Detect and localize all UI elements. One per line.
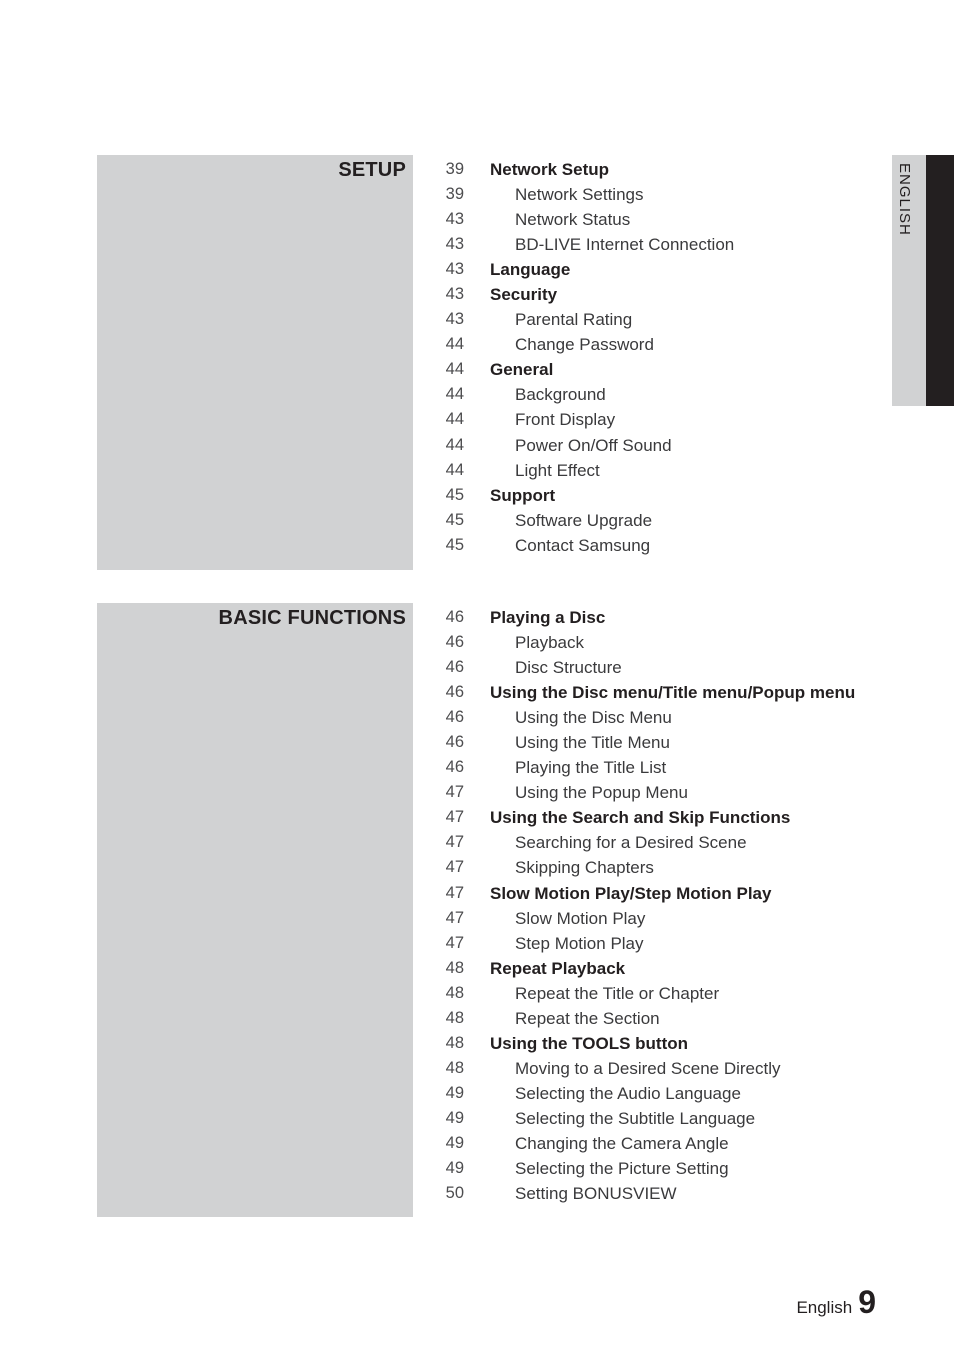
toc-entry-title: Repeat Playback bbox=[490, 958, 626, 978]
toc-page-number: 44 bbox=[445, 435, 464, 454]
toc-page-number: 46 bbox=[445, 633, 464, 652]
toc-page-number: 46 bbox=[445, 608, 464, 626]
toc-entry-title: Using the Title Menu bbox=[515, 733, 670, 753]
toc-entry-title: Moving to a Desired Scene Directly bbox=[515, 1058, 781, 1078]
toc-entry-subitem bbox=[440, 830, 880, 855]
toc-entry-subitem bbox=[440, 1181, 880, 1206]
toc-entry-subitem bbox=[440, 182, 880, 207]
page-footer bbox=[796, 1284, 876, 1321]
toc-entry-subitem bbox=[440, 780, 880, 805]
toc-entry-title: Disc Structure bbox=[515, 658, 622, 678]
footer-language: English bbox=[796, 1298, 853, 1317]
toc-entry-title: Selecting the Subtitle Language bbox=[515, 1108, 756, 1128]
toc-entry-heading bbox=[440, 881, 880, 906]
toc-entry-subitem bbox=[440, 207, 880, 232]
toc-list-setup bbox=[440, 157, 880, 558]
toc-page-number: 43 bbox=[445, 210, 464, 229]
toc-entry-title: Background bbox=[515, 385, 606, 405]
toc-entry-title: Support bbox=[490, 485, 556, 505]
toc-entry-title: Using the Popup Menu bbox=[515, 783, 688, 803]
toc-entry-heading bbox=[440, 805, 880, 830]
toc-entry-subitem bbox=[440, 655, 880, 680]
toc-page-number: 45 bbox=[445, 485, 464, 504]
toc-page-number: 48 bbox=[445, 1008, 464, 1027]
toc-page-number: 43 bbox=[445, 310, 464, 329]
toc-page-number: 47 bbox=[445, 783, 464, 802]
toc-list-basic-functions bbox=[440, 605, 880, 1206]
toc-page-number: 46 bbox=[445, 708, 464, 727]
toc-entry-title: Slow Motion Play/Step Motion Play bbox=[490, 883, 772, 903]
toc-entry-title: Setting BONUSVIEW bbox=[515, 1184, 677, 1204]
toc-entry-title: Playing a Disc bbox=[490, 608, 606, 627]
toc-page-number: 48 bbox=[445, 1058, 464, 1077]
toc-page-number: 44 bbox=[445, 385, 464, 404]
toc-entry-title: Using the TOOLS button bbox=[490, 1033, 688, 1053]
toc-page-number: 39 bbox=[445, 185, 464, 204]
toc-entry-title: Repeat the Title or Chapter bbox=[515, 983, 720, 1003]
toc-entry-title: Selecting the Audio Language bbox=[515, 1083, 741, 1103]
toc-entry-title: Language bbox=[490, 260, 571, 280]
toc-entry-subitem bbox=[440, 407, 880, 432]
toc-page-number: 47 bbox=[445, 908, 464, 927]
toc-entry-title: Parental Rating bbox=[515, 310, 633, 330]
toc-page-number: 48 bbox=[445, 958, 464, 977]
toc-page-number: 47 bbox=[445, 858, 464, 877]
toc-entry-subitem bbox=[440, 906, 880, 931]
toc-entry-title: Repeat the Section bbox=[515, 1008, 660, 1028]
toc-entry-title: General bbox=[490, 360, 554, 380]
toc-entry-subitem bbox=[440, 630, 880, 655]
toc-page-number: 47 bbox=[445, 808, 464, 827]
toc-entry-subitem bbox=[440, 1156, 880, 1181]
toc-entry-title: Step Motion Play bbox=[515, 933, 644, 953]
toc-entry-title: BD-LIVE Internet Connection bbox=[515, 235, 735, 255]
toc-entry-subitem bbox=[440, 981, 880, 1006]
toc-page-number: 49 bbox=[445, 1159, 464, 1178]
toc-entry-subitem bbox=[440, 232, 880, 257]
toc-page-number: 46 bbox=[445, 683, 464, 702]
toc-entry-title: Contact Samsung bbox=[515, 535, 651, 555]
toc-entry-title: Playing the Title List bbox=[515, 758, 667, 778]
toc-entry-heading bbox=[440, 357, 880, 382]
toc-entry-title: Software Upgrade bbox=[515, 510, 653, 530]
toc-page-number: 49 bbox=[445, 1133, 464, 1152]
toc-entry-heading bbox=[440, 680, 880, 705]
toc-page-number: 46 bbox=[445, 658, 464, 677]
toc-page-number: 50 bbox=[445, 1184, 464, 1203]
toc-entry-subitem bbox=[440, 1106, 880, 1131]
toc-page-number: 44 bbox=[445, 410, 464, 429]
toc-entry-subitem bbox=[440, 1131, 880, 1156]
toc-entry-title: Power On/Off Sound bbox=[515, 435, 672, 455]
toc-page-number: 48 bbox=[445, 1033, 464, 1052]
toc-page-number: 43 bbox=[445, 235, 464, 254]
footer-page-number: 9 bbox=[858, 1284, 876, 1320]
toc-entry-subitem bbox=[440, 855, 880, 880]
toc-page-number: 44 bbox=[445, 360, 464, 379]
toc-page-number: 39 bbox=[445, 160, 464, 178]
toc-entry-title: Network Status bbox=[515, 210, 631, 230]
toc-entry-title: Front Display bbox=[515, 410, 616, 430]
toc-entry-heading bbox=[440, 1031, 880, 1056]
toc-page-number: 47 bbox=[445, 833, 464, 852]
toc-page-number: 43 bbox=[445, 285, 464, 304]
toc-page-number: 44 bbox=[445, 460, 464, 479]
toc-entry-subitem bbox=[440, 508, 880, 533]
toc-entry-title: Changing the Camera Angle bbox=[515, 1133, 729, 1153]
toc-entry-title: Security bbox=[490, 285, 558, 305]
toc-entry-subitem bbox=[440, 382, 880, 407]
toc-entry-heading bbox=[440, 282, 880, 307]
toc-page-number: 43 bbox=[445, 260, 464, 279]
toc-entry-heading bbox=[440, 956, 880, 981]
toc-entry-title: Searching for a Desired Scene bbox=[515, 833, 747, 853]
toc-entry-title: Light Effect bbox=[515, 460, 600, 480]
toc-page-number: 46 bbox=[445, 758, 464, 777]
toc-entry-subitem bbox=[440, 1056, 880, 1081]
toc-entry-heading bbox=[440, 483, 880, 508]
toc-page-number: 45 bbox=[445, 510, 464, 529]
section-setup-box bbox=[97, 155, 413, 570]
toc-entry-subitem bbox=[440, 1006, 880, 1031]
toc-entry-subitem bbox=[440, 458, 880, 483]
language-tab-marker bbox=[926, 155, 954, 406]
toc-entry-subitem bbox=[440, 533, 880, 558]
toc-page-number: 48 bbox=[445, 983, 464, 1002]
toc-page-number: 46 bbox=[445, 733, 464, 752]
toc-page-number: 45 bbox=[445, 535, 464, 554]
toc-entry-title: Selecting the Picture Setting bbox=[515, 1159, 729, 1179]
toc-entry-subitem bbox=[440, 433, 880, 458]
toc-entry-title: Network Settings bbox=[515, 185, 644, 205]
section-title-setup: SETUP bbox=[338, 159, 406, 181]
toc-entry-title: Slow Motion Play bbox=[515, 908, 646, 928]
language-tab-label: ENGLISH bbox=[896, 163, 913, 236]
toc-entry-heading bbox=[440, 605, 880, 630]
section-basic-functions-box bbox=[97, 603, 413, 1217]
toc-entry-heading bbox=[440, 257, 880, 282]
toc-page-number: 49 bbox=[445, 1083, 464, 1102]
toc-entry-title: Change Password bbox=[515, 335, 654, 355]
toc-entry-title: Using the Search and Skip Functions bbox=[490, 808, 791, 828]
toc-entry-title: Playback bbox=[515, 633, 584, 653]
toc-entry-subitem bbox=[440, 332, 880, 357]
toc-entry-title: Using the Disc menu/Title menu/Popup menu bbox=[490, 683, 856, 703]
section-title-basic-functions: BASIC FUNCTIONS bbox=[218, 607, 406, 629]
toc-entry-title: Network Setup bbox=[490, 160, 610, 179]
toc-page-number: 49 bbox=[445, 1108, 464, 1127]
toc-entry-heading bbox=[440, 157, 880, 182]
toc-entry-subitem bbox=[440, 307, 880, 332]
toc-page-number: 47 bbox=[445, 933, 464, 952]
toc-entry-subitem bbox=[440, 931, 880, 956]
toc-entry-subitem bbox=[440, 1081, 880, 1106]
toc-entry-subitem bbox=[440, 730, 880, 755]
toc-entry-title: Using the Disc Menu bbox=[515, 708, 672, 728]
toc-page-number: 47 bbox=[445, 883, 464, 902]
toc-entry-subitem bbox=[440, 705, 880, 730]
toc-page-number: 44 bbox=[445, 335, 464, 354]
toc-entry-title: Skipping Chapters bbox=[515, 858, 654, 878]
toc-entry-subitem bbox=[440, 755, 880, 780]
